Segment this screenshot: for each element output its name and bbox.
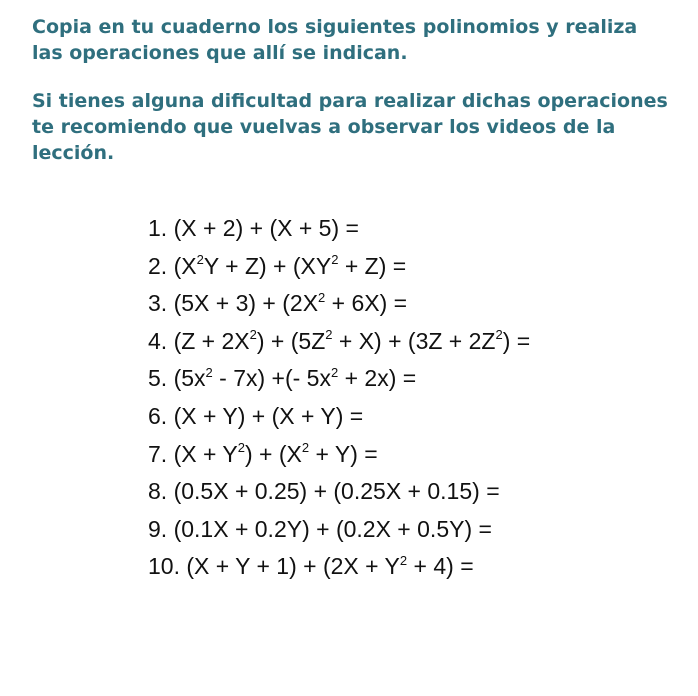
exercise-number: 9. [148, 515, 168, 542]
exercise-expression [167, 403, 363, 429]
expression-text: (5X + 3) + (2X [167, 290, 319, 317]
exercise-number: 5. [148, 365, 168, 392]
exercise-number: 10. [148, 553, 180, 580]
exponent: 2 [399, 552, 408, 568]
exercise-expression [167, 253, 406, 279]
instructions-block [32, 14, 672, 188]
exponent: 2 [330, 364, 339, 380]
expression-text: + 2x) = [338, 365, 417, 392]
exponent: 2 [196, 251, 204, 267]
exponent: 2 [318, 289, 326, 305]
expression-text: (5x [167, 365, 206, 392]
exercise-expression [180, 553, 474, 579]
exercise-number: 7. [148, 440, 168, 467]
expression-text: (X + Y [167, 440, 238, 467]
exercise-item [148, 473, 530, 511]
exercise-number: 1. [148, 215, 168, 241]
exponent: 2 [205, 364, 213, 380]
exercise-number: 3. [148, 290, 168, 317]
exercise-expression [167, 478, 499, 504]
exercise-item [148, 285, 530, 323]
exponent: 2 [331, 251, 339, 267]
expression-text: + X) + (3Z + 2Z [332, 327, 496, 354]
expression-text: ) + (5Z [256, 327, 326, 354]
exercise-item [148, 210, 530, 248]
exponent: 2 [325, 327, 333, 343]
exponent: 2 [301, 439, 310, 455]
exercise-item [148, 548, 530, 586]
expression-text: + 6X) = [325, 290, 408, 317]
expression-text: ) = [502, 327, 531, 354]
instruction-copy-text: Copia en tu cuaderno los siguientes polinomios y realiza las operaciones que allí se indican. [32, 16, 638, 64]
exercise-expression [167, 365, 416, 391]
expression-text: (X [167, 252, 197, 279]
exercise-expression [167, 290, 407, 316]
expression-text: (0.1X + 0.2Y) + (0.2X + 0.5Y) = [167, 515, 492, 542]
exercise-item [148, 398, 530, 436]
exercise-expression [167, 516, 492, 542]
exponent: 2 [249, 327, 257, 343]
expression-text: + Y) = [309, 440, 378, 467]
exercise-expression [167, 215, 359, 241]
exercise-expression [167, 441, 378, 467]
exercise-number: 8. [148, 478, 168, 505]
expression-text: (X + Y) + (X + Y) = [167, 402, 364, 429]
exercise-number: 4. [148, 327, 168, 354]
expression-text: (X + 2) + (X + 5) = [167, 215, 359, 241]
instruction-help-text: Si tienes alguna dificultad para realizar dichas operaciones te recomiendo que vuelvas a observar los videos de la lección. [32, 90, 668, 164]
exercise-list [148, 210, 530, 586]
exponent: 2 [237, 439, 245, 455]
exercise-item [148, 360, 530, 398]
expression-text: ) + (X [244, 440, 302, 467]
exercise-item [148, 248, 530, 286]
expression-text: + Z) = [338, 252, 407, 279]
exercise-number: 2. [148, 252, 168, 279]
expression-text: (X + Y + 1) + (2X + Y [179, 553, 400, 580]
exponent: 2 [495, 327, 503, 343]
exercise-expression [167, 328, 530, 354]
exercise-item [148, 511, 530, 549]
expression-text: + 4) = [407, 553, 474, 580]
expression-text: Y + Z) + (XY [203, 252, 332, 279]
expression-text: (0.5X + 0.25) + (0.25X + 0.15) = [167, 478, 500, 505]
exercise-item [148, 323, 530, 361]
exercise-item [148, 436, 530, 474]
exercise-number: 6. [148, 402, 168, 429]
expression-text: (Z + 2X [167, 327, 250, 354]
expression-text: - 7x) +(- 5x [212, 365, 331, 392]
